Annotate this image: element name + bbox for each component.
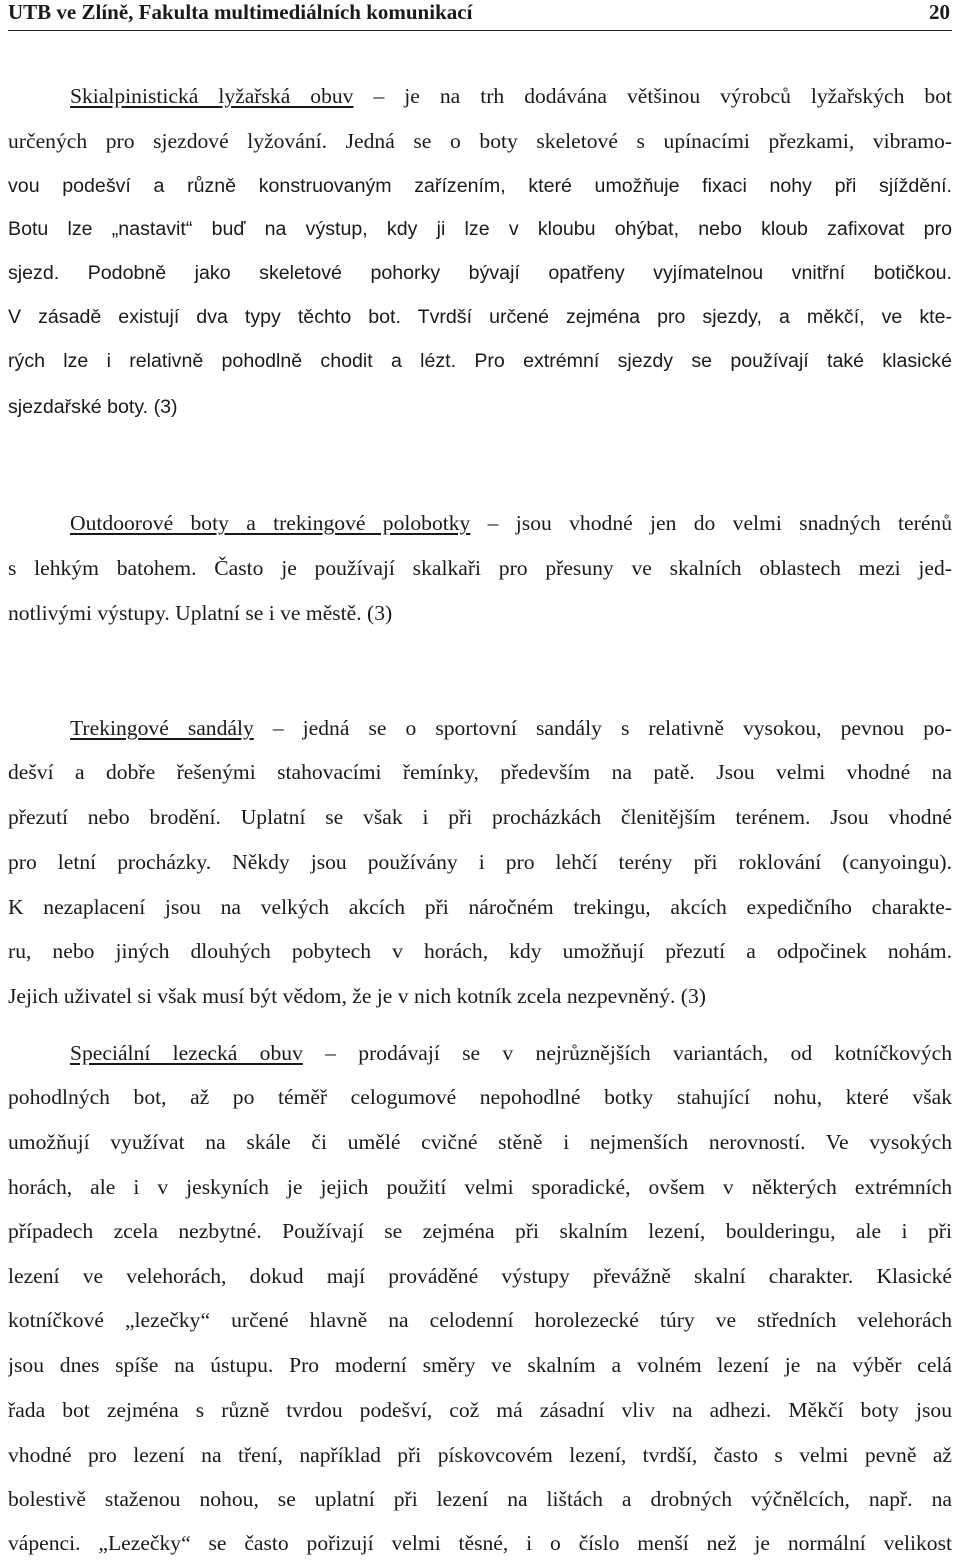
paragraph-4-line-2: pohodlných bot, až po téměř celogumové nepohodlné botky stahující nohu, které však	[8, 1085, 952, 1109]
paragraph-3-line-4: pro letní procházky. Někdy jsou používány i pro lehčí terény při roklování (canyoingu).	[8, 850, 952, 874]
paragraph-4-line-1: Speciální lezecká obuv – prodávají se v nejrůznějších variantách, od kotníčkových	[70, 1041, 952, 1065]
paragraph-4-line-8: jsou dnes spíše na ústupu. Pro moderní směry ve skalním a volném lezení je na výběr celá	[8, 1353, 952, 1377]
paragraph-2-line-3: notlivými výstupy. Uplatní se i ve městě. (3)	[8, 601, 393, 625]
term-trekingove-sandaly: Trekingové sandály	[70, 716, 254, 740]
paragraph-4-line-10: vhodné pro lezení na tření, například při pískovcovém lezení, tvrdší, často s velmi pevně až	[8, 1443, 952, 1467]
term-outdoorove-boty: Outdoorové boty a trekingové polobotky	[70, 511, 471, 535]
paragraph-1-line-5: sjezd. Podobně jako skeletové pohorky bývají opatřeny vyjímatelnou vnitřní botičkou.	[8, 262, 952, 284]
paragraph-1-line-6: V zásadě existují dva typy těchto bot. Tvrdší určené zejména pro sjezdy, a měkčí, ve kte-	[8, 306, 952, 328]
paragraph-1-line-8: sjezdařské boty. (3)	[8, 396, 178, 418]
paragraph-3-line-7: Jejich uživatel si však musí být vědom, že je v nich kotník zcela nezpevněný. (3)	[8, 984, 706, 1008]
paragraph-2-line-1: Outdoorové boty a trekingové polobotky – jsou vhodné jen do velmi snadných terénů	[70, 511, 952, 535]
paragraph-3-line-5: K nezaplacení jsou na velkých akcích při náročném trekingu, akcích expedičního charakte-	[8, 895, 952, 919]
paragraph-4-line-11: bolestivě staženou nohou, se uplatní při lezení na lištách a drobných výčnělcích, např. na	[8, 1487, 952, 1511]
paragraph-4-line-4: horách, ale i v jeskyních je jejich použití velmi sporadické, ovšem v některých extrémních	[8, 1175, 952, 1199]
paragraph-4-line-12: vápenci. „Lezečky“ se často pořizují velmi těsné, i o číslo menší než je normální velikost	[8, 1531, 952, 1555]
paragraph-3-line-6: ru, nebo jiných dlouhých pobytech v horách, kdy umožňují přezutí a odpočinek nohám.	[8, 939, 952, 963]
paragraph-1-line-4: Botu lze „nastavit“ buď na výstup, kdy ji lze v kloubu ohýbat, nebo kloub zafixovat pro	[8, 218, 952, 240]
paragraph-4-line-3: umožňují využívat na skále či umělé cvičné stěně i nejmenších nerovností. Ve vysokých	[8, 1130, 952, 1154]
header-title: UTB ve Zlíně, Fakulta multimediálních komunikací	[8, 0, 473, 24]
paragraph-3-line-1: Trekingové sandály – jedná se o sportovní sandály s relativně vysokou, pevnou po-	[70, 716, 952, 740]
paragraph-4-line-9: řada bot zejména s různě tvrdou podešví, což má zásadní vliv na adhezi. Měkčí boty jsou	[8, 1398, 952, 1422]
paragraph-2-line-2: s lehkým batohem. Často je používají skalkaři pro přesuny ve skalních oblastech mezi jed-	[8, 556, 952, 580]
paragraph-1-line-2: určených pro sjezdové lyžování. Jedná se o boty skeletové s upínacími přezkami, vibramo-	[8, 129, 952, 153]
term-skialpinisticka-obuv: Skialpinistická lyžařská obuv	[70, 84, 354, 108]
paragraph-1-line-7: rých lze i relativně pohodlně chodit a lézt. Pro extrémní sjezdy se používají také klasické	[8, 350, 952, 372]
term-specialni-lezecka-obuv: Speciální lezecká obuv	[70, 1041, 303, 1065]
paragraph-3-line-2: dešví a dobře řešenými stahovacími řemínky, především na patě. Jsou velmi vhodné na	[8, 760, 952, 784]
paragraph-4-line-7: kotníčkové „lezečky“ určené hlavně na celodenní horolezecké túry ve středních velehorách	[8, 1308, 952, 1332]
paragraph-3-line-3: přezutí nebo brodění. Uplatní se však i při procházkách členitějším terénem. Jsou vhodné	[8, 805, 952, 829]
page-number: 20	[929, 0, 950, 24]
paragraph-1-line-1: Skialpinistická lyžařská obuv – je na trh dodávána většinou výrobců lyžařských bot	[70, 84, 952, 108]
paragraph-4-line-6: lezení ve velehorách, dokud mají prováděné výstupy převážně skalní charakter. Klasické	[8, 1264, 952, 1288]
paragraph-4-line-5: případech zcela nezbytné. Používají se zejména při skalním lezení, boulderingu, ale i při	[8, 1219, 952, 1243]
page-header	[8, 0, 952, 31]
paragraph-1-line-3: vou podešví a různě konstruovaným zařízením, které umožňuje fixaci nohy při sjíždění.	[8, 175, 952, 197]
